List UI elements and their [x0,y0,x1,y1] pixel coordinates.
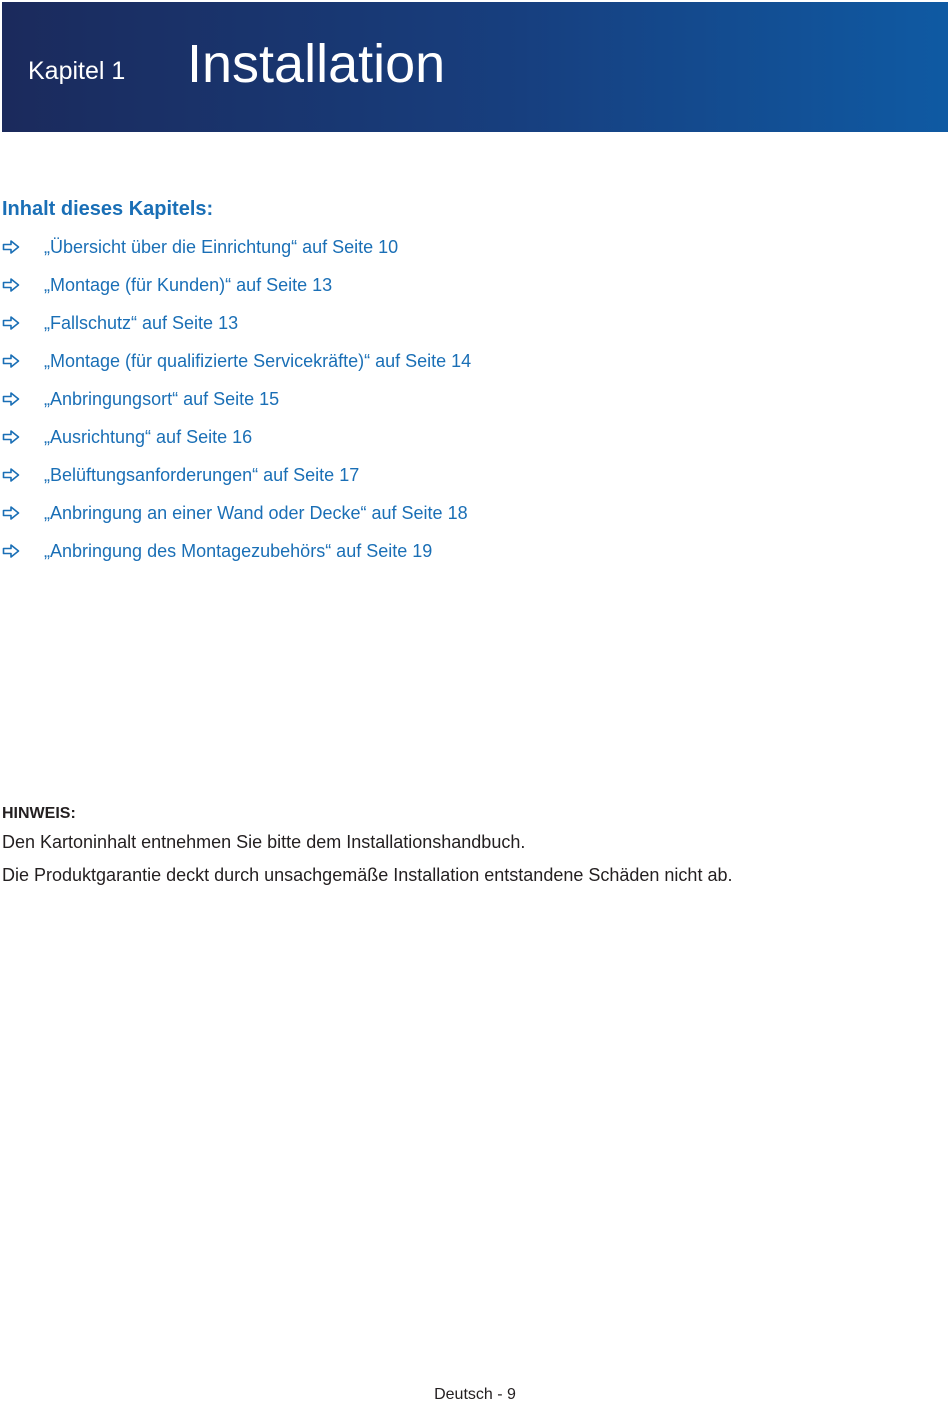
toc-link[interactable]: „Montage (für Kunden)“ auf Seite 13 [44,275,333,295]
toc-item [0,310,900,348]
toc-item [0,424,900,462]
toc-link[interactable]: „Anbringung an einer Wand oder Decke“ auf Seite 18 [44,503,468,523]
arrow-right-icon [2,467,20,483]
note-text-carton: Den Kartoninhalt entnehmen Sie bitte dem Installationshandbuch. [2,832,526,852]
toc-link[interactable]: „Fallschutz“ auf Seite 13 [44,313,239,333]
toc-item [0,386,900,424]
toc-link[interactable]: „Belüftungsanforderungen“ auf Seite 17 [44,465,360,485]
arrow-right-icon [2,429,20,445]
toc-item [0,462,900,500]
arrow-right-icon [2,239,20,255]
arrow-right-icon [2,315,20,331]
toc-item [0,234,900,272]
page-footer: Deutsch - 9 [434,1386,516,1403]
toc-link[interactable]: „Anbringungsort“ auf Seite 15 [44,389,280,409]
arrow-right-icon [2,353,20,369]
chapter-label: Kapitel 1 [28,57,126,85]
toc-list [0,234,900,576]
arrow-right-icon [2,391,20,407]
arrow-right-icon [2,505,20,521]
toc-item [0,272,900,310]
arrow-right-icon [2,277,20,293]
toc-heading: Inhalt dieses Kapitels: [2,198,214,220]
arrow-right-icon [2,543,20,559]
note-label: HINWEIS: [2,805,76,822]
toc-item [0,500,900,538]
toc-item [0,348,900,386]
chapter-header [2,2,948,132]
toc-link[interactable]: „Ausrichtung“ auf Seite 16 [44,427,253,447]
note-text-warranty: Die Produktgarantie deckt durch unsachgemäße Installation entstandene Schäden nicht ab. [2,865,733,885]
toc-link[interactable]: „Anbringung des Montagezubehörs“ auf Seite 19 [44,541,433,561]
toc-link[interactable]: „Übersicht über die Einrichtung“ auf Seite 10 [44,237,399,257]
chapter-title: Installation [187,34,446,94]
toc-link[interactable]: „Montage (für qualifizierte Servicekräfte)“ auf Seite 14 [44,351,472,371]
toc-item [0,538,900,576]
